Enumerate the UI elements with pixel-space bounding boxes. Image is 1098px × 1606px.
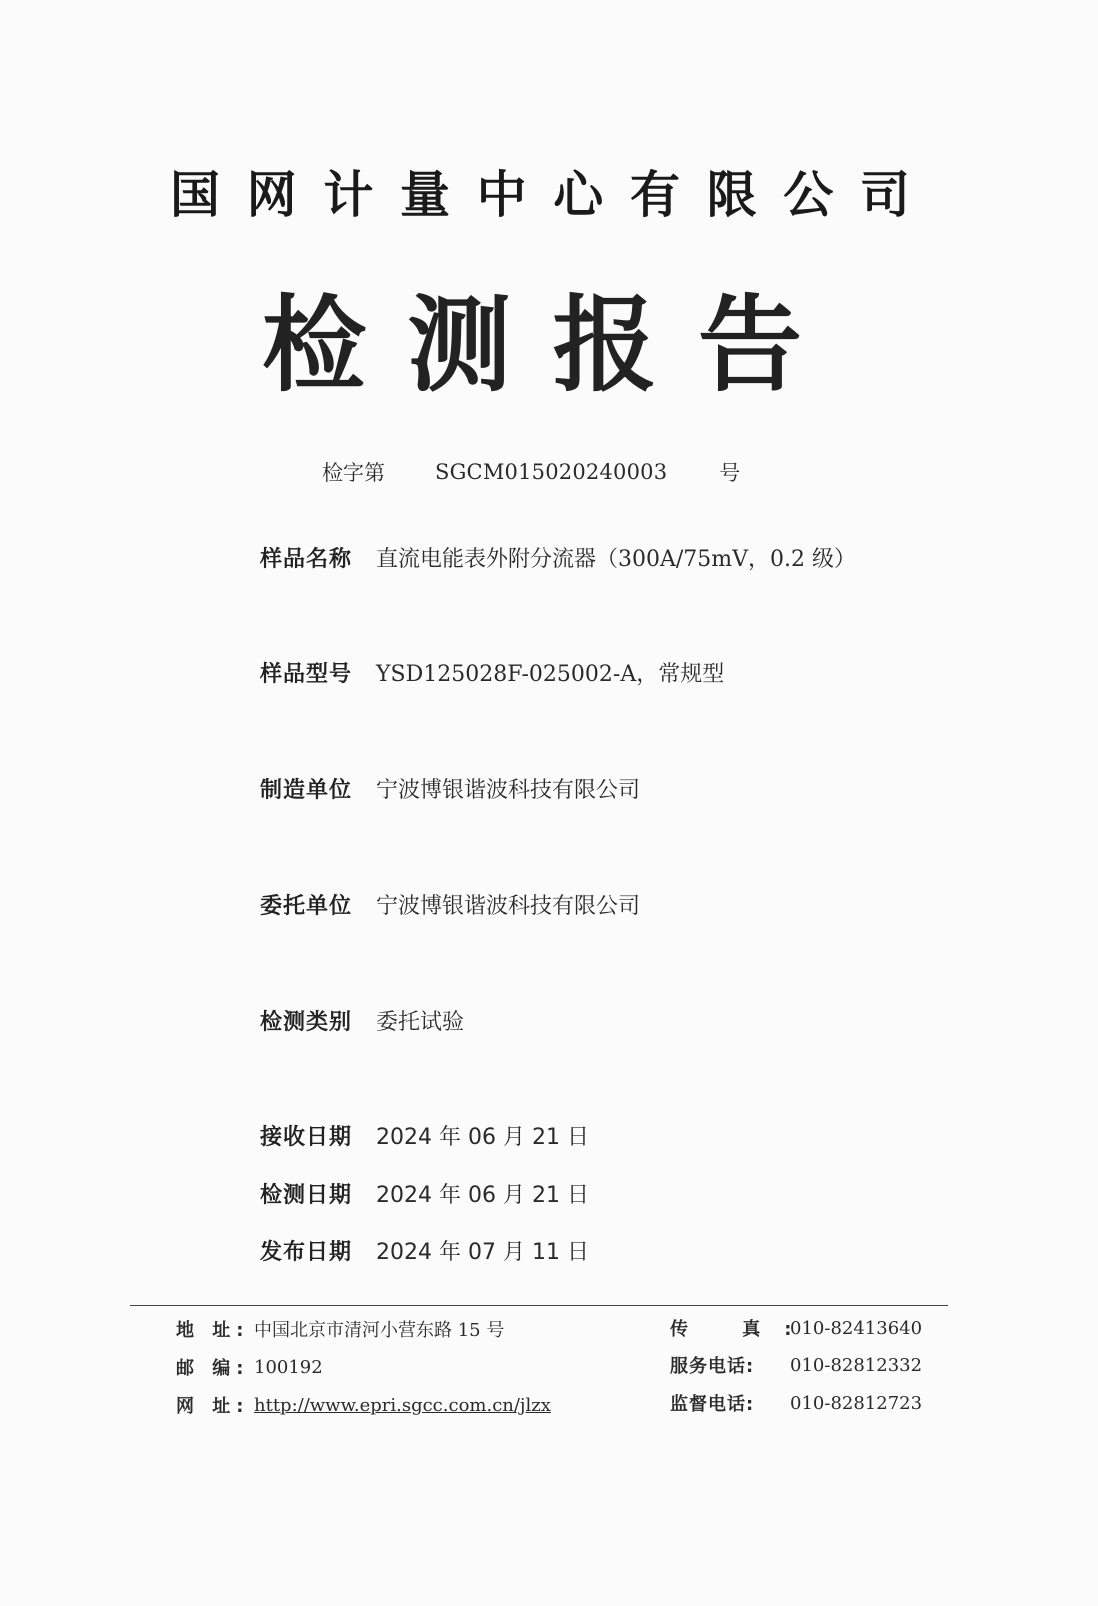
- title-char: 测: [407, 284, 512, 406]
- field-client: [260, 884, 640, 924]
- org-char: 网: [246, 166, 297, 224]
- org-char: 心: [553, 166, 604, 224]
- report-number-suffix: 号: [719, 461, 741, 485]
- field-value: 宁波博银谐波科技有限公司: [376, 893, 641, 919]
- title-char: 检: [262, 284, 367, 406]
- field-label: 委托单位: [260, 893, 353, 919]
- org-char: 有: [629, 166, 680, 224]
- field-value: YSD125028F-025002-A，常规型: [376, 661, 725, 687]
- field-label: 接收日期: [260, 1124, 353, 1150]
- footer-label: 传 真:: [670, 1319, 816, 1340]
- field-value: 2024 年 06 月 21 日: [376, 1124, 589, 1150]
- field-receive-date: [260, 1115, 589, 1155]
- footer-label: 网 址:: [176, 1396, 250, 1417]
- footer-value: 010-82413640: [790, 1317, 923, 1339]
- org-char: 量: [399, 166, 450, 224]
- report-number-prefix: 检字第: [322, 461, 385, 485]
- field-manufacturer: [260, 768, 640, 808]
- footer-label: 服务电话:: [670, 1356, 755, 1377]
- title-char: 报: [552, 284, 657, 406]
- org-char: 计: [323, 166, 374, 224]
- title-char: 告: [697, 284, 802, 406]
- field-sample-model: [260, 652, 724, 692]
- field-label: 样品名称: [260, 546, 353, 572]
- footer-divider: [130, 1305, 948, 1306]
- field-value: 2024 年 07 月 11 日: [376, 1239, 589, 1265]
- footer-label: 地 址:: [176, 1320, 250, 1341]
- organization-name: [170, 160, 910, 230]
- footer-service-phone: [670, 1350, 922, 1380]
- field-label: 发布日期: [260, 1239, 353, 1265]
- field-label: 检测日期: [260, 1182, 353, 1208]
- footer-value: 100192: [254, 1356, 323, 1378]
- field-value: 2024 年 06 月 21 日: [376, 1182, 589, 1208]
- footer-value: 010-82812332: [790, 1354, 923, 1376]
- footer-address: [176, 1314, 504, 1344]
- footer-supervision-phone: [670, 1388, 922, 1418]
- report-title: [262, 285, 802, 405]
- field-sample-name: [260, 537, 856, 577]
- org-char: 中: [476, 166, 527, 224]
- footer-website: [176, 1390, 551, 1420]
- footer-postcode: [176, 1352, 323, 1382]
- footer-value: 中国北京市清河小营东路 15 号: [254, 1320, 505, 1341]
- org-char: 公: [783, 166, 834, 224]
- footer-label: 邮 编:: [176, 1358, 250, 1379]
- field-value: 直流电能表外附分流器（300A/75mV，0.2 级）: [376, 546, 857, 572]
- website-link[interactable]: http://www.epri.sgcc.com.cn/jlzx: [254, 1394, 551, 1416]
- footer-fax: [670, 1313, 922, 1343]
- org-char: 司: [859, 166, 910, 224]
- org-char: 国: [170, 166, 220, 224]
- field-test-category: [260, 1000, 464, 1040]
- field-label: 制造单位: [260, 777, 353, 803]
- field-issue-date: [260, 1230, 589, 1270]
- footer-label: 监督电话:: [670, 1394, 755, 1415]
- field-test-date: [260, 1173, 589, 1213]
- field-label: 检测类别: [260, 1009, 353, 1035]
- report-number-value: SGCM015020240003: [435, 460, 668, 484]
- footer-value: 010-82812723: [790, 1392, 923, 1414]
- org-char: 限: [706, 166, 757, 224]
- field-value: 宁波博银谐波科技有限公司: [376, 777, 641, 803]
- field-label: 样品型号: [260, 661, 353, 687]
- report-number: [322, 452, 740, 492]
- field-value: 委托试验: [376, 1009, 465, 1035]
